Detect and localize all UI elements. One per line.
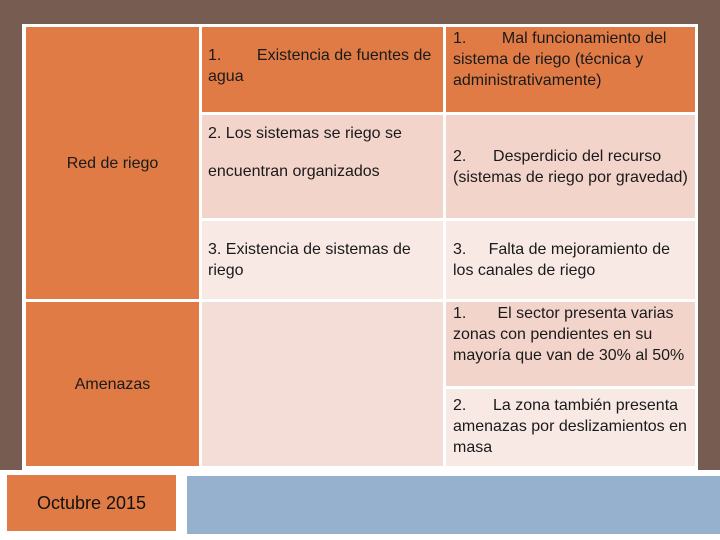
- date-box: [5, 473, 178, 533]
- header-cell-col2: [446, 27, 695, 112]
- row-label-red-de-riego: [26, 27, 199, 299]
- amenazas-row-2-text: 2. La zona también presenta amenazas por deslizamientos en masa: [453, 397, 687, 456]
- amenazas-row-1-text: 1. El sector presenta varias zonas con pendientes en su mayoría que van de 30% al 50%: [453, 305, 685, 364]
- amenazas-col1-empty: [202, 302, 443, 466]
- riego-row-3-col1-text: 3. Existencia de sistemas de riego: [208, 241, 411, 279]
- row-label-amenazas-text: Amenazas: [74, 375, 151, 393]
- header-col2-text: 1. Mal funcionamiento del sistema de riego (técnica y administrativamente): [453, 30, 667, 89]
- riego-row-3-col2-text: 3. Falta de mejoramiento de los canales de riego: [453, 241, 670, 279]
- riego-row-2-col1-line1: 2. Los sistemas se riego se: [208, 125, 402, 142]
- riego-row-2-col2: [446, 115, 695, 218]
- row-label-red-de-riego-text: Red de riego: [66, 154, 159, 172]
- header-cell-col1: [202, 27, 443, 112]
- amenazas-row-1-col2: [446, 302, 695, 386]
- footer-blue-band: [187, 476, 720, 534]
- riego-row-2-col1: [202, 115, 443, 218]
- header-col1-text: 1. Existencia de fuentes de agua: [208, 47, 432, 85]
- riego-row-2-col2-text: 2. Desperdicio del recurso (sistemas de riego por gravedad): [453, 147, 688, 186]
- date-text: Octubre 2015: [36, 492, 147, 513]
- riego-row-2-col1-line2: encuentran organizados: [208, 163, 380, 180]
- riego-row-3-col2: [446, 221, 695, 299]
- amenazas-row-2-col2: [446, 389, 695, 466]
- row-label-amenazas: [26, 302, 199, 466]
- riego-row-3-col1: [202, 221, 443, 299]
